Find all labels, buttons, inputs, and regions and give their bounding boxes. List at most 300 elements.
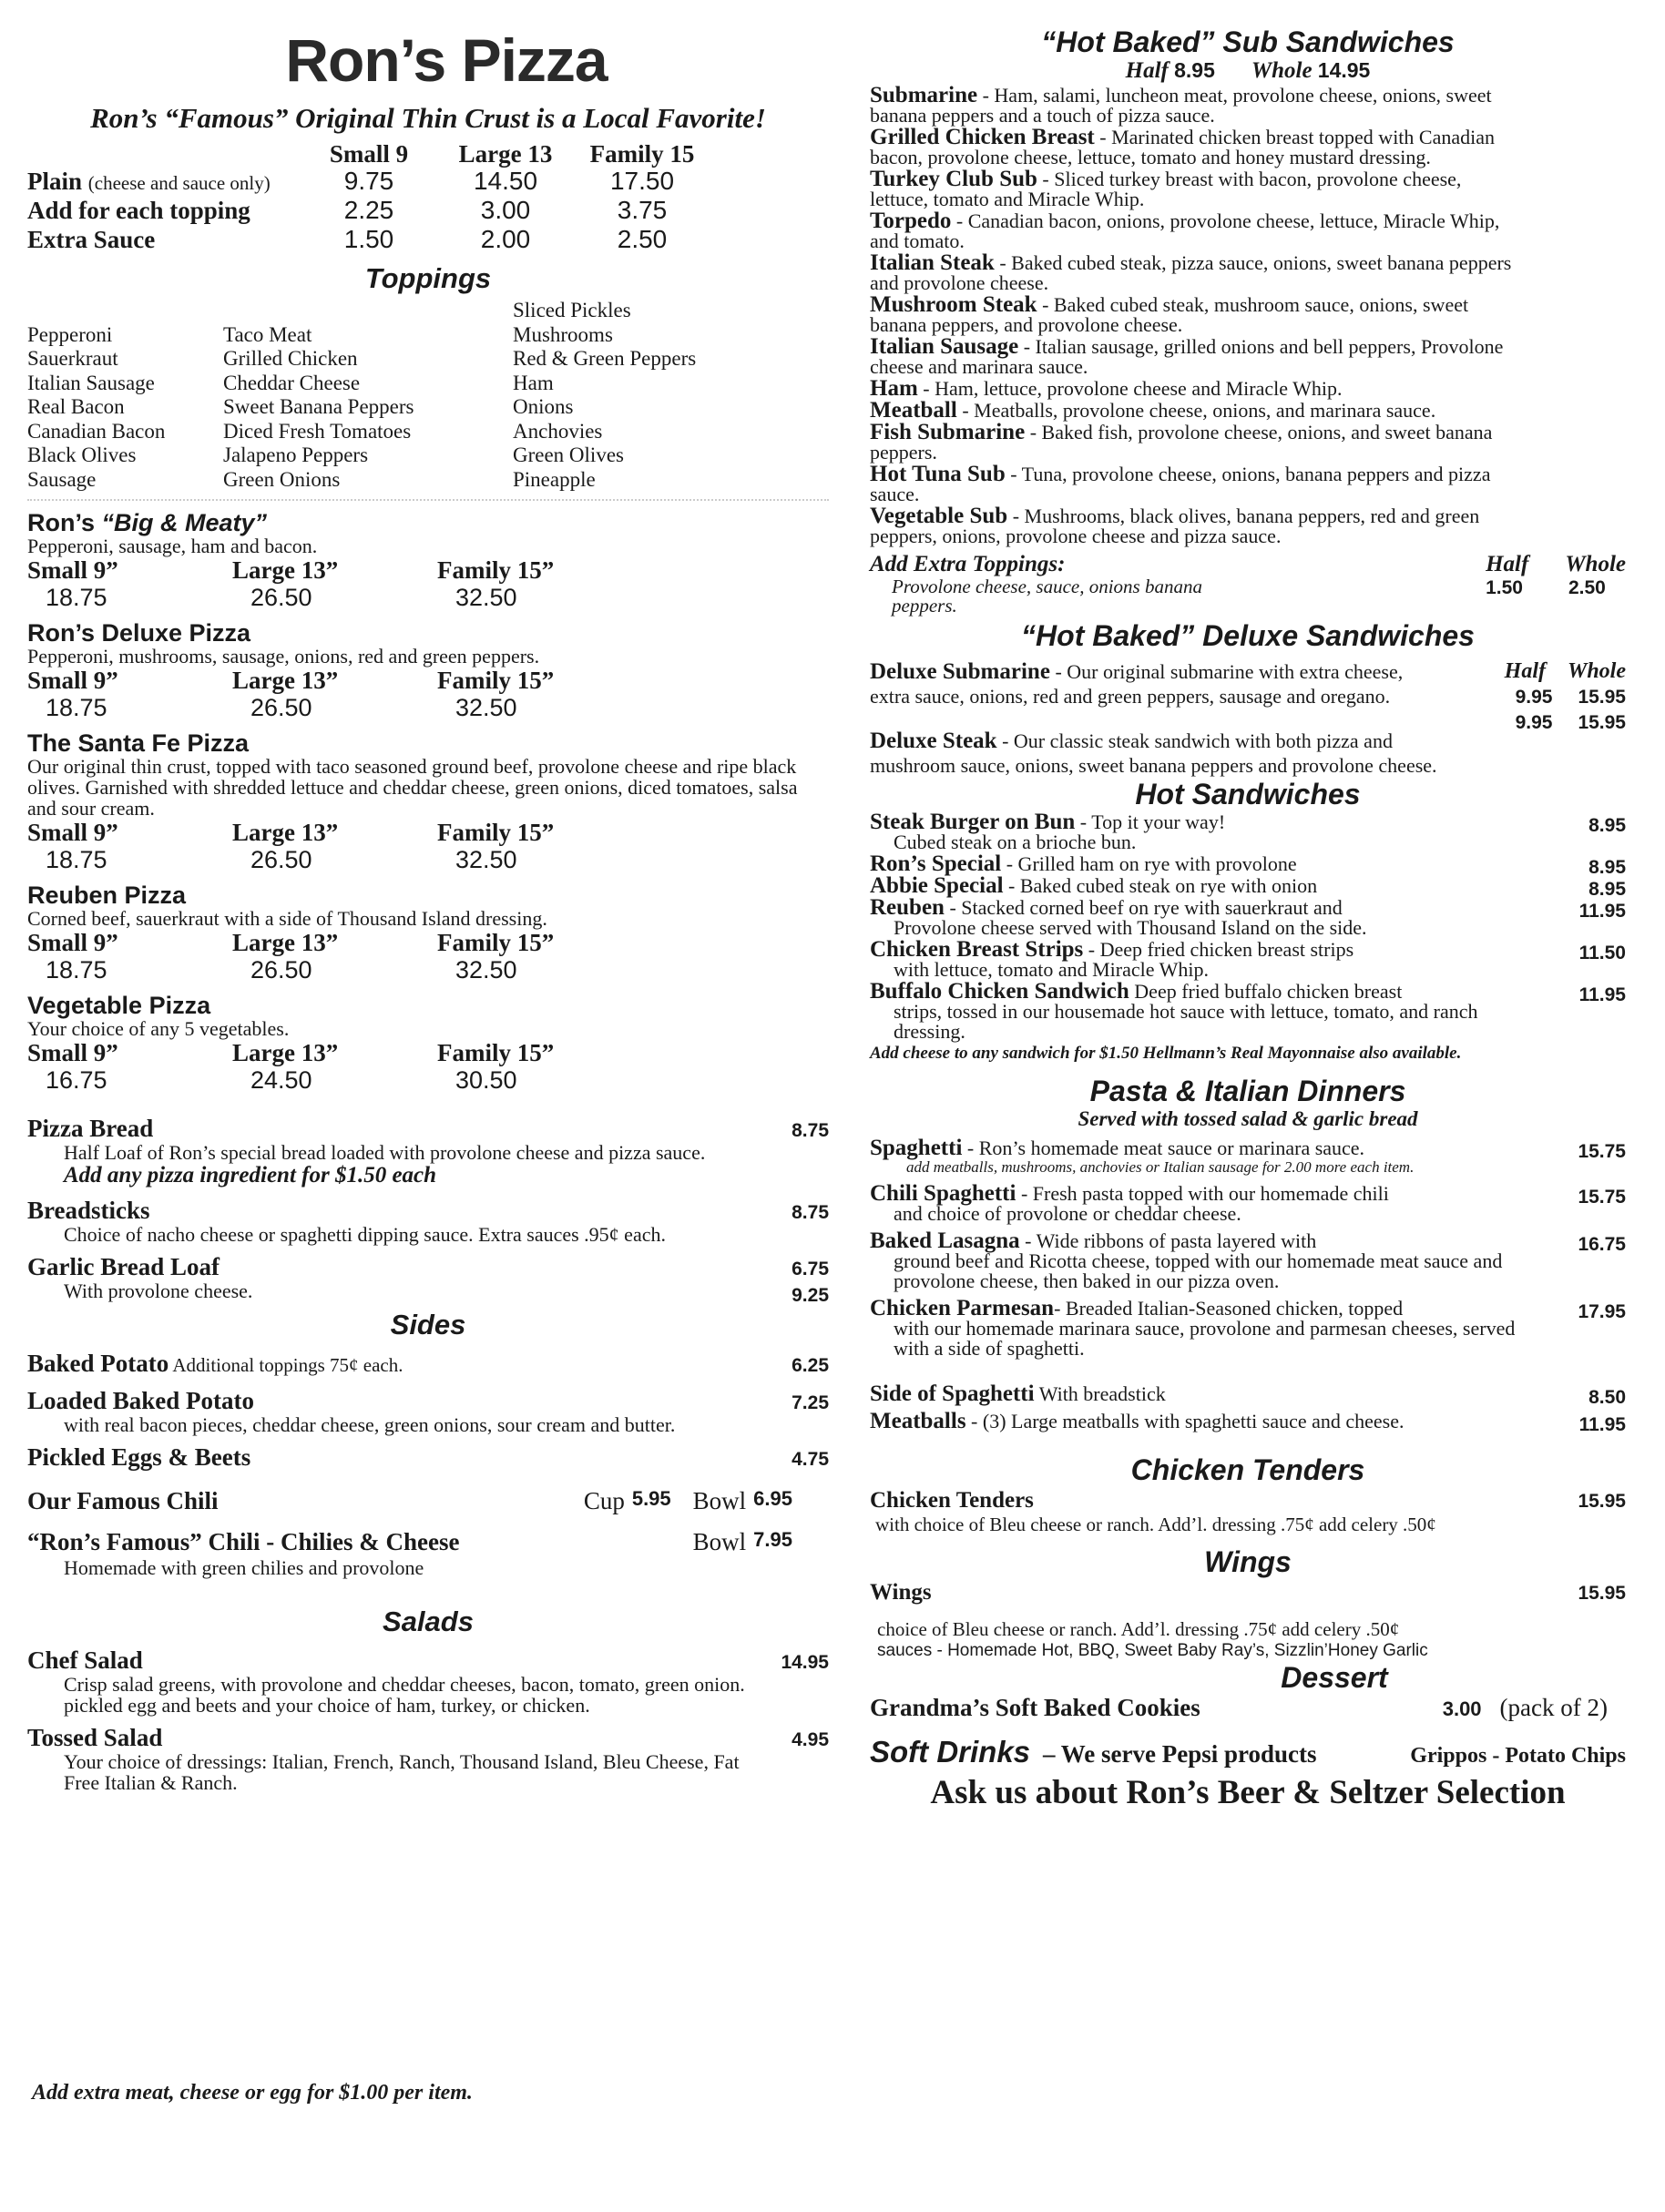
item-price: 8.95 (1588, 879, 1626, 900)
sides-section (27, 1351, 829, 1471)
toppings-list (27, 299, 829, 492)
sides-heading: Sides (390, 1309, 466, 1340)
drinks-text: – We serve Pepsi products (1043, 1740, 1317, 1768)
menu-item (870, 937, 1626, 981)
topping-item: Sausage (27, 467, 97, 491)
size-header: Small 9 (329, 140, 409, 168)
item-price: 11.95 (1578, 901, 1626, 922)
half-price: 8.95 (1174, 58, 1215, 82)
deluxe-prices (1516, 712, 1626, 734)
topping-item: Sweet Banana Peppers (223, 395, 414, 418)
extra-toppings-label: Add Extra Toppings: (870, 552, 1066, 576)
sub-desc: - Italian sausage, grilled onions and bell peppers, Provolone cheese and marinara sauce. (870, 335, 1504, 378)
item-line (870, 1228, 1517, 1253)
price-cell: 2.25 (343, 196, 394, 224)
size-label: Small 9” (27, 556, 118, 584)
menu-item (870, 1181, 1626, 1225)
item-price-wrap (1588, 1387, 1626, 1409)
deluxe-price: 15.95 (1578, 687, 1626, 708)
item-desc: Your choice of dressings: Italian, French, Ranch, Thousand Island, Bleu Cheese, Fat Free Italian & Ranch. (64, 1750, 740, 1794)
chips-text: Grippos - Potato Chips (1410, 1744, 1626, 1768)
sub-item (870, 292, 1626, 336)
sub-name: Turkey Club Sub (870, 167, 1037, 191)
item-line (870, 937, 1517, 962)
row-label: Plain (27, 168, 83, 195)
price-cell: 1.50 (343, 225, 394, 253)
topping-item: Mushrooms (513, 322, 613, 346)
item-name-line (27, 1198, 747, 1224)
chili-cup-label: Cup (583, 1487, 625, 1514)
pasta-subheading: Served with tossed salad & garlic bread (1078, 1107, 1418, 1130)
extra-meat-note: Add extra meat, cheese or egg for $1.00 per item. (32, 2081, 473, 2105)
deluxe-name: Deluxe Steak (870, 729, 997, 753)
sub-name: Ham (870, 376, 918, 401)
menu-item (27, 1198, 829, 1245)
extra-half-price: 1.50 (1486, 577, 1523, 598)
specialty-pizza (27, 882, 829, 984)
deluxe-heading: “Hot Baked” Deluxe Sandwiches (1021, 619, 1475, 652)
item-desc: Half Loaf of Ron’s special bread loaded with provolone cheese and pizza sauce. (64, 1141, 706, 1164)
topping-item: Sauerkraut (27, 347, 118, 370)
sub-item (870, 398, 1626, 423)
item-name: Reuben (870, 895, 945, 920)
item-name: Chicken Breast Strips (870, 937, 1084, 962)
pizza-name-text: Reuben Pizza (27, 882, 187, 909)
item-desc: Deep fried buffalo chicken breast (1129, 980, 1403, 1003)
item-line (870, 851, 1517, 876)
tenders-price: 15.95 (1578, 1491, 1626, 1512)
item-line (870, 873, 1517, 898)
size-label: Small 9” (27, 819, 118, 846)
price-cell: 3.75 (617, 196, 668, 224)
sub-name: Hot Tuna Sub (870, 462, 1006, 486)
item-name-line (27, 1444, 747, 1471)
item-desc: - Grilled ham on rye with provolone (1001, 852, 1297, 875)
size-price: 24.50 (250, 1066, 312, 1094)
salads-section (27, 1647, 829, 1793)
pizza-desc: Corned beef, sauerkraut with a side of Thousand Island dressing. (27, 907, 547, 930)
tenders-name: Chicken Tenders (870, 1488, 1034, 1513)
topping-item: Canadian Bacon (27, 419, 166, 443)
item-prices (792, 1199, 829, 1226)
price-cell: 2.50 (617, 225, 668, 253)
sub-item (870, 506, 1626, 546)
pizza-name-emphasis: “Big & Meaty” (101, 509, 268, 536)
item-name: Meatballs (870, 1409, 966, 1433)
pizza-name-text: The Santa Fe Pizza (27, 729, 250, 757)
pizza-name (27, 620, 829, 646)
sub-item (870, 420, 1626, 464)
size-price: 18.75 (46, 694, 107, 721)
item-price: 8.50 (1588, 1387, 1626, 1408)
sub-desc: - Ham, salami, luncheon meat, provolone cheese, onions, sweet banana peppers and a touch of pizza sauce. (870, 84, 1492, 127)
size-label: Large 13” (232, 1039, 339, 1066)
item-price: 11.50 (1578, 943, 1626, 963)
size-price: 18.75 (46, 584, 107, 611)
topping-item: Pineapple (513, 467, 596, 491)
menu-item (27, 1725, 829, 1793)
item-price: 16.75 (1578, 1234, 1626, 1255)
size-header: Large 13 (458, 140, 553, 168)
item-name: Ron’s Special (870, 851, 1002, 876)
item-price: 7.25 (792, 1392, 829, 1413)
pasta-heading: Pasta & Italian Dinners (1089, 1075, 1406, 1107)
chili2-bowl-label: Bowl (692, 1528, 747, 1555)
topping-item: Taco Meat (223, 322, 312, 346)
item-name-line (27, 1351, 747, 1379)
sub-item (870, 376, 1626, 401)
sub-desc: - Baked cubed steak, pizza sauce, onions, sweet banana peppers and provolone cheese. (870, 251, 1512, 294)
sub-name: Grilled Chicken Breast (870, 125, 1095, 149)
size-price: 32.50 (455, 846, 517, 873)
item-name: Side of Spaghetti (870, 1381, 1035, 1406)
wings-sauces: sauces - Homemade Hot, BBQ, Sweet Baby Ray’s, Sizzlin’Honey Garlic (877, 1641, 1428, 1660)
menu-item (870, 1409, 1626, 1435)
pizza-desc: Pepperoni, mushrooms, sausage, onions, red and green peppers. (27, 645, 540, 668)
topping-item: Jalapeno Peppers (223, 443, 369, 466)
item-line (870, 812, 1517, 832)
sub-line (870, 211, 1517, 251)
hot-list (870, 812, 1626, 1042)
menu-item (870, 851, 1626, 878)
pizza-name (27, 882, 829, 908)
sub-line (870, 464, 1517, 505)
item-price-wrap (1578, 1187, 1626, 1208)
item-line (870, 1381, 1517, 1406)
sub-desc: - Baked cubed steak, mushroom sauce, onions, sweet banana peppers, and provolone cheese. (870, 293, 1469, 336)
sub-line (870, 169, 1517, 209)
deluxe-price: 9.95 (1515, 687, 1553, 708)
item-desc: with real bacon pieces, cheddar cheese, green onions, sour cream and butter. (64, 1413, 676, 1436)
item-name: Pizza Bread (27, 1115, 154, 1142)
dessert-item (870, 1694, 1626, 1722)
topping-item: Real Bacon (27, 395, 125, 418)
pizza-desc: Pepperoni, sausage, ham and bacon. (27, 535, 318, 557)
topping-item: Green Olives (513, 443, 624, 466)
item-name: Pickled Eggs & Beets (27, 1443, 251, 1471)
extra-whole-price: 2.50 (1568, 577, 1606, 598)
dessert-name: Grandma’s Soft Baked Cookies (870, 1694, 1200, 1721)
size-label: Family 15” (437, 1039, 555, 1066)
sub-line (870, 127, 1517, 168)
menu-item (27, 1647, 829, 1716)
topping-item: Green Onions (223, 467, 341, 491)
pizza-prices (27, 1039, 829, 1094)
hot-note: Add cheese to any sandwich for $1.50 Hellmann’s Real Mayonnaise also available. (870, 1044, 1462, 1063)
menu-item (870, 873, 1626, 900)
left-column (27, 25, 829, 1793)
item-price-wrap (1578, 1301, 1626, 1323)
menu-item (27, 1253, 829, 1306)
item-note: Add any pizza ingredient for $1.50 each (64, 1163, 437, 1188)
deluxe-desc: - Our original submarine with extra cheese, extra sauce, onions, red and green peppers, sausage and oregano. (870, 660, 1404, 708)
tenders-heading: Chicken Tenders (1130, 1453, 1365, 1486)
specialty-pizza (27, 730, 829, 873)
price-cell: 14.50 (473, 167, 538, 195)
size-price: 32.50 (455, 956, 517, 984)
sub-item (870, 127, 1626, 168)
topping-item: Grilled Chicken (223, 347, 358, 370)
sub-line (870, 420, 1517, 464)
item-desc: - Top it your way! (1075, 810, 1226, 833)
item-desc: - Wide ribbons of pasta layered with (1019, 1229, 1317, 1252)
sub-line (870, 83, 1517, 127)
pizza-desc: Your choice of any 5 vegetables. (27, 1017, 290, 1040)
sub-item (870, 464, 1626, 505)
dessert-price: 3.00 (1442, 1697, 1482, 1720)
deluxe-half-label: Half (1504, 659, 1546, 683)
toppings-heading: Toppings (364, 262, 492, 294)
item-price-wrap (1579, 1414, 1626, 1436)
item-desc-2: with our homemade marinara sauce, provolone and parmesan cheeses, served with a side of spaghetti. (894, 1317, 1516, 1360)
item-desc: With breadstick (1034, 1382, 1166, 1405)
deluxe-price: 15.95 (1578, 712, 1626, 733)
item-price: 8.95 (1588, 857, 1626, 878)
half-label: Half (1125, 58, 1169, 83)
item-line (870, 895, 1517, 920)
subs-list (870, 83, 1626, 547)
salads-heading: Salads (383, 1605, 474, 1637)
sub-line (870, 506, 1517, 546)
specialty-pizza (27, 993, 829, 1094)
item-prices (792, 1446, 829, 1473)
size-price: 32.50 (455, 584, 517, 611)
item-name: Baked Lasagna (870, 1228, 1020, 1253)
price-row-label (27, 197, 301, 226)
price-row-label (27, 226, 301, 255)
size-label: Large 13” (232, 929, 339, 956)
drinks-label: Soft Drinks (870, 1735, 1031, 1769)
chili-row (27, 1487, 829, 1515)
item-desc: - Deep fried chicken breast strips (1083, 938, 1354, 961)
menu-item (27, 1444, 829, 1471)
topping-item: Cheddar Cheese (223, 371, 361, 394)
size-label: Family 15” (437, 929, 555, 956)
size-price: 26.50 (250, 584, 312, 611)
item-prices (792, 1727, 829, 1753)
size-label: Large 13” (232, 556, 339, 584)
tenders-item (870, 1488, 1626, 1514)
sub-line (870, 292, 1517, 336)
item-price-wrap (1588, 815, 1626, 837)
sub-name: Meatball (870, 398, 957, 423)
sub-item (870, 211, 1626, 251)
tagline: Ron’s “Famous” Original Thin Crust is a Local Favorite! (90, 102, 766, 134)
size-price: 32.50 (455, 694, 517, 721)
item-desc-2: Cubed steak on a brioche bun. (894, 831, 1137, 853)
pizza-name-text: Ron’s (27, 509, 102, 536)
sub-line (870, 334, 1517, 378)
item-price-wrap (1579, 943, 1626, 964)
extra-whole-label: Whole (1565, 552, 1626, 576)
item-name-line (27, 1116, 747, 1142)
chili-bowl-price: 6.95 (753, 1487, 792, 1510)
item-desc-2: and choice of provolone or cheddar cheese. (894, 1202, 1241, 1225)
menu-item (870, 1228, 1626, 1292)
topping-item: Diced Fresh Tomatoes (223, 419, 412, 443)
item-price: 4.75 (792, 1449, 829, 1470)
item-price: 8.75 (792, 1120, 829, 1141)
price-cell: 3.00 (480, 196, 531, 224)
item-name-line (27, 1647, 747, 1674)
whole-label: Whole (1251, 58, 1313, 83)
item-desc: - Stacked corned beef on rye with sauerkraut and (944, 896, 1343, 919)
sub-line (870, 376, 1517, 401)
deluxe-prices (1516, 687, 1626, 708)
size-label: Small 9” (27, 1039, 118, 1066)
size-price: 18.75 (46, 956, 107, 984)
row-label: Add for each topping (27, 197, 250, 224)
pizza-name-text: Ron’s Deluxe Pizza (27, 619, 251, 647)
chili-cup-price: 5.95 (631, 1487, 671, 1510)
breads-section (27, 1115, 829, 1306)
sub-item (870, 334, 1626, 378)
item-desc-2: with lettuce, tomato and Miracle Whip. (894, 958, 1209, 981)
pizza-name (27, 730, 829, 756)
item-price-wrap (1578, 1234, 1626, 1256)
deluxe-line (870, 659, 1444, 708)
item-line (870, 1296, 1517, 1320)
dessert-note: (pack of 2) (1499, 1694, 1608, 1721)
item-name-line (27, 1725, 747, 1751)
extra-half-label: Half (1486, 552, 1529, 576)
chili-name: Our Famous Chili (27, 1487, 219, 1514)
item-price: 8.75 (792, 1202, 829, 1223)
item-small-note: add meatballs, mushrooms, anchovies or Italian sausage for 2.00 more each item. (906, 1158, 1415, 1176)
price-cell: 17.50 (609, 167, 675, 195)
deluxe-item (870, 659, 1626, 708)
extra-toppings (870, 552, 1626, 616)
deluxe-desc: - Our classic steak sandwich with both pizza and mushroom sauce, onions, sweet banana peppers and provolone cheese. (870, 729, 1437, 777)
sub-desc: - Mushrooms, black olives, banana peppers, red and green peppers, onions, provolone cheese and pizza sauce. (870, 505, 1480, 547)
item-name: Tossed Salad (27, 1724, 163, 1751)
item-price: 17.95 (1578, 1301, 1626, 1322)
item-desc-2: Provolone cheese served with Thousand Island on the side. (894, 916, 1367, 939)
topping-item: Black Olives (27, 443, 137, 466)
sub-name: Mushroom Steak (870, 292, 1037, 317)
chili2-desc: Homemade with green chilies and provolone (64, 1556, 424, 1579)
extra-toppings-desc: Provolone cheese, sauce, onions banana peppers. (892, 576, 1202, 617)
restaurant-title: Ron’s Pizza (285, 26, 608, 94)
item-name: Baked Potato (27, 1350, 169, 1377)
pizza-name (27, 993, 829, 1018)
pizza-prices (27, 819, 829, 873)
item-desc: With provolone cheese. (64, 1279, 253, 1302)
subs-heading: “Hot Baked” Sub Sandwiches (1041, 25, 1455, 58)
topping-item: Ham (513, 371, 554, 394)
size-price: 26.50 (250, 846, 312, 873)
item-price: 8.95 (1588, 815, 1626, 836)
sub-line (870, 398, 1517, 423)
beer-seltzer-text: Ask us about Ron’s Beer & Seltzer Selection (930, 1774, 1566, 1811)
item-desc: - Ron’s homemade meat sauce or marinara sauce. (962, 1137, 1365, 1159)
sub-desc: - Canadian bacon, onions, provolone cheese, lettuce, Miracle Whip, and tomato. (870, 209, 1500, 252)
pizza-price-table (27, 140, 829, 255)
size-header: Family 15 (589, 140, 695, 168)
pizza-name (27, 510, 829, 535)
item-name: Spaghetti (870, 1136, 963, 1160)
menu-item (27, 1351, 829, 1379)
item-price-wrap (1579, 984, 1626, 1006)
item-line (870, 1181, 1517, 1206)
size-price: 26.50 (250, 694, 312, 721)
pizza-prices (27, 929, 829, 984)
topping-item: Pepperoni (27, 322, 113, 346)
item-line (870, 1138, 1517, 1158)
sub-name: Submarine (870, 83, 978, 107)
topping-item: Italian Sausage (27, 371, 155, 394)
row-label: Extra Sauce (27, 226, 156, 253)
sub-item (870, 83, 1626, 127)
toppings-column (223, 299, 513, 492)
item-desc: Choice of nacho cheese or spaghetti dipping sauce. Extra sauces .95¢ each. (64, 1223, 666, 1246)
item-line (870, 1409, 1517, 1433)
specialty-pizza (27, 620, 829, 721)
size-label: Family 15” (437, 556, 555, 584)
wings-heading: Wings (1204, 1545, 1292, 1578)
size-label: Large 13” (232, 819, 339, 846)
deluxe-line (870, 729, 1444, 778)
dessert-heading: Dessert (1281, 1661, 1388, 1694)
tenders-desc: with choice of Bleu cheese or ranch. Add’l. dressing .75¢ add celery .50¢ (875, 1514, 1436, 1535)
table-corner (27, 140, 301, 168)
topping-item: Red & Green Peppers (513, 347, 697, 370)
sub-name: Italian Steak (870, 250, 995, 275)
sub-name: Fish Submarine (870, 420, 1026, 444)
wings-desc: choice of Bleu cheese or ranch. Add’l. dressing .75¢ add celery .50¢ (877, 1618, 1400, 1640)
wings-item (870, 1580, 1626, 1605)
size-label: Large 13” (232, 667, 339, 694)
deluxe-whole-label: Whole (1567, 659, 1626, 683)
sub-desc: - Tuna, provolone cheese, onions, banana peppers and pizza sauce. (870, 463, 1491, 505)
sub-desc: - Marinated chicken breast topped with Canadian bacon, provolone cheese, lettuce, tomato and honey mustard dressing. (870, 126, 1496, 168)
size-price: 18.75 (46, 846, 107, 873)
row-note: (cheese and sauce only) (87, 172, 271, 194)
deluxe-price: 9.95 (1515, 712, 1553, 733)
item-name: Chef Salad (27, 1646, 143, 1674)
menu-item (870, 1138, 1626, 1177)
item-prices (792, 1117, 829, 1144)
sub-name: Italian Sausage (870, 334, 1019, 359)
wings-name: Wings (870, 1580, 932, 1605)
item-name-line (27, 1254, 747, 1280)
sub-name: Torpedo (870, 209, 952, 233)
item-name: Garlic Bread Loaf (27, 1253, 220, 1280)
item-price: 15.75 (1578, 1141, 1626, 1162)
sub-desc: - Baked fish, provolone cheese, onions, and sweet banana peppers. (870, 421, 1493, 464)
item-price: 15.75 (1578, 1187, 1626, 1208)
wings-price: 15.95 (1578, 1583, 1626, 1604)
menu-item (27, 1388, 829, 1435)
item-prices (792, 1390, 829, 1416)
item-name: Chicken Parmesan (870, 1296, 1055, 1320)
deluxe-name: Deluxe Submarine (870, 659, 1050, 684)
menu-item (870, 1381, 1626, 1408)
item-name: Chili Spaghetti (870, 1181, 1016, 1206)
sub-item (870, 169, 1626, 209)
whole-price: 14.95 (1317, 58, 1371, 82)
right-column (870, 25, 1626, 1812)
sub-line (870, 250, 1517, 294)
item-name: Abbie Special (870, 873, 1004, 898)
item-price: 9.25 (792, 1285, 829, 1306)
size-label: Small 9” (27, 929, 118, 956)
pizza-prices (27, 556, 829, 611)
topping-item: Sliced Pickles (513, 299, 631, 321)
topping-item: Onions (513, 395, 574, 418)
topping-item: Anchovies (513, 419, 603, 443)
item-price: 11.95 (1578, 984, 1626, 1005)
